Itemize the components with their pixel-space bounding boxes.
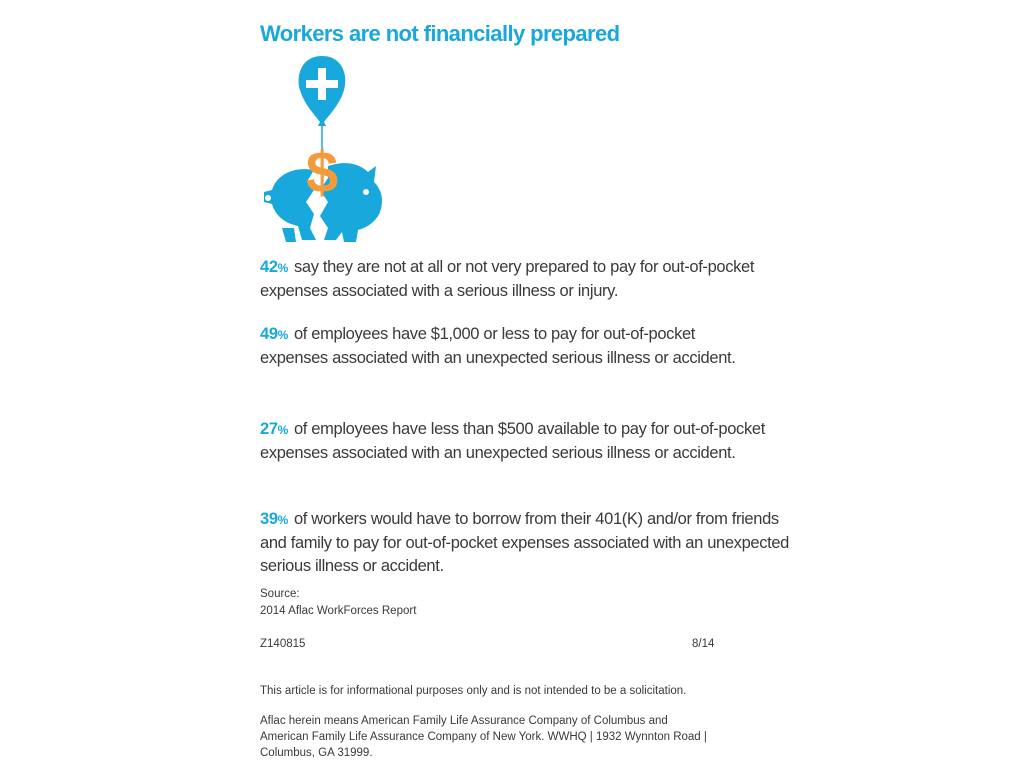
document-code: Z140815 [260, 638, 306, 650]
legal-notice: Aflac herein means American Family Life Assurance Company of Columbus and American Family Life Assurance Company of New York. WWHQ | 1932 Wynnton Road | Columbus, GA 31999. [260, 715, 707, 759]
page-number: 8/14 [692, 638, 715, 650]
stat-49 [260, 323, 760, 370]
stat-27 [260, 418, 790, 465]
stat-39 [260, 508, 790, 578]
stat-number: 42 [260, 258, 278, 276]
source-text: 2014 Aflac WorkForces Report [260, 605, 417, 617]
stat-percent: % [277, 261, 288, 275]
stat-text: say they are not at all or not very prepared to pay for out-of-pocket expenses associated with a serious illness or injury. [260, 258, 755, 300]
stat-percent: % [277, 423, 288, 437]
stat-number: 39 [260, 510, 278, 528]
stat-42 [260, 256, 790, 303]
dollar-sign-icon [306, 140, 338, 205]
stat-number: 49 [260, 325, 278, 343]
illustration [262, 52, 386, 244]
stat-percent: % [277, 328, 288, 342]
stat-text: of employees have less than $500 available to pay for out-of-pocket expenses associated with an unexpected serious illness or accident. [260, 420, 765, 462]
stat-text: of employees have $1,000 or less to pay for out-of-pocket expenses associated with an unexpected serious illness or accident. [260, 325, 736, 367]
source-label: Source: [260, 588, 300, 600]
disclaimer: This article is for informational purposes only and is not intended to be a solicitation. [260, 685, 687, 697]
stat-number: 27 [260, 420, 278, 438]
stat-text: of workers would have to borrow from their 401(K) and/or from friends and family to pay for out-of-pocket expenses associated with an unexpected serious illness or accident. [260, 510, 790, 575]
page-title: Workers are not financially prepared [260, 21, 620, 46]
svg-text:$: $ [305, 140, 339, 205]
stat-percent: % [277, 513, 288, 527]
